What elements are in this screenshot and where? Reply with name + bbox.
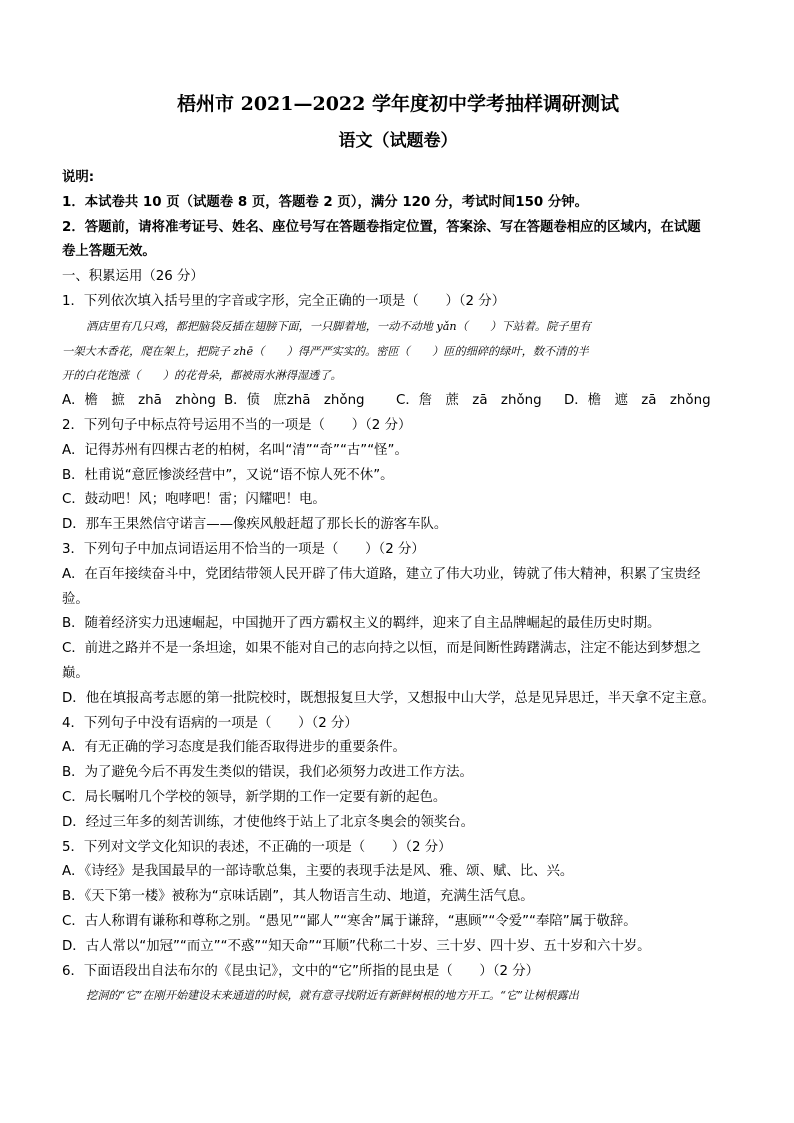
exam-page [62,92,734,1009]
q3-option-c-line-1: C．前进之路并不是一条坦途，如果不能对自己的志向持之以恒，而是间断性踌躇满志，注定不能达到梦想之 [62,641,701,657]
q1-option-c: C．詹 蔗 zā zhǒng [396,393,542,409]
q6-stem: 6．下面语段出自法布尔的《昆虫记》，文中的“它”所指的昆虫是（ ）（2 分） [62,963,540,979]
q5-stem: 5．下列对文学文化知识的表述，不正确的一项是（ ）（2 分） [62,839,452,855]
q5-option-a: A．《诗经》是我国最早的一部诗歌总集，主要的表现手法是风、雅、颂、赋、比、兴。 [62,864,574,880]
section-heading: 一、积累运用（26 分） [62,269,204,285]
q5-option-c: C．古人称谓有谦称和尊称之别。“愚见”“鄙人”“寒舍”属于谦辞，“惠顾”“令爱”“奉陪”属于敬辞。 [62,913,637,929]
q1-passage-line-1: 酒店里有几只鸡，都把脑袋反插在翅膀下面，一只脚着地，一动不动地 yǎn（ ）下站着。院子里有 [86,319,591,333]
note-2-line-1: 2．答题前，请将准考证号、姓名、座位号写在答题卷指定位置，答案涂、写在答题卷相应的区域内，在试题 [62,219,701,235]
q5-option-b: B．《天下第一楼》被称为“京味话剧”，其人物语言生动、地道，充满生活气息。 [62,889,534,905]
q3-option-a-line-1: A．在百年接续奋斗中，党团结带领人民开辟了伟大道路，建立了伟大功业，铸就了伟大精神，积累了宝贵经 [62,566,701,582]
q4-option-c: C．局长嘱咐几个学校的领导，新学期的工作一定要有新的起色。 [62,789,447,805]
q6-passage-line-1: 挖洞的“它”在刚开始建设末来通道的时候，就有意寻找附近有新鲜树根的地方开工。“它”让树根露出 [86,989,579,1003]
q1-passage-line-3: 开的白花饱涨（ ）的花骨朵，都被雨水淋得湿透了。 [62,369,342,383]
q1-option-d: D．檐 遮 zā zhǒng [564,393,711,409]
q3-stem: 3．下列句子中加点词语运用不恰当的一项是（ ）（2 分） [62,541,425,557]
q2-option-a: A．记得苏州有四棵古老的柏树，名叫“清”“奇”“古”“怪”。 [62,442,408,458]
q1-options [62,389,734,414]
q3-option-b: B．随着经济实力迅速崛起，中国抛开了西方霸权主义的羁绊，迎来了自主品牌崛起的最佳历史时期。 [62,616,661,632]
q4-option-b: B．为了避免今后不再发生类似的错误，我们必须努力改进工作方法。 [62,765,473,781]
page-title: 梧州市 2021—2022 学年度初中学考抽样调研测试 [177,93,619,115]
q3-option-a-line-2: 验。 [62,591,89,607]
q2-option-d: D．那车王果然信守诺言——像疾风般赶超了那长长的游客车队。 [62,517,448,533]
q4-option-a: A．有无正确的学习态度是我们能否取得进步的重要条件。 [62,740,406,756]
q3-option-d: D．他在填报高考志愿的第一批院校时，既想报复旦大学，又想报中山大学，总是见异思迁，半天拿不定主意。 [62,690,716,706]
note-1: 1．本试卷共 10 页（试题卷 8 页，答题卷 2 页），满分 120 分，考试时间150 分钟。 [62,194,589,210]
q2-stem: 2．下列句子中标点符号运用不当的一项是（ ）（2 分） [62,417,412,433]
q1-option-b: B．偾 庶zhā zhǒng [224,393,365,409]
q3-option-c-line-2: 巅。 [62,665,89,681]
q2-option-b: B．杜甫说“意匠惨淡经营中”，又说“语不惊人死不休”。 [62,467,394,483]
page-subtitle: 语文（试题卷） [338,131,458,151]
q4-stem: 4．下列句子中没有语病的一项是（ ）（2 分） [62,715,358,731]
q2-option-c: C．鼓动吧！风；咆哮吧！雷；闪耀吧！电。 [62,492,326,508]
q5-option-d: D．古人常以“加冠”“而立”“不惑”“知天命”“耳顺”代称二十岁、三十岁、四十岁、五十岁和六十岁。 [62,938,651,954]
q1-option-a: A．檐 摭 zhā zhòng [62,393,216,409]
q1-passage-line-2: 一架大木香花，爬在架上，把院子 zhē（ ）得严严实实的。密匝（ ）匝的细碎的绿叶，数不清的半 [62,344,589,358]
q1-stem: 1．下列依次填入括号里的字音或字形，完全正确的一项是（ ）（2 分） [62,293,506,309]
q4-option-d: D．经过三年多的刻苦训练，才使他终于站上了北京冬奥会的领奖台。 [62,814,475,830]
note-2-line-2: 卷上答题无效。 [62,244,156,260]
notes-heading: 说明: [62,170,95,185]
